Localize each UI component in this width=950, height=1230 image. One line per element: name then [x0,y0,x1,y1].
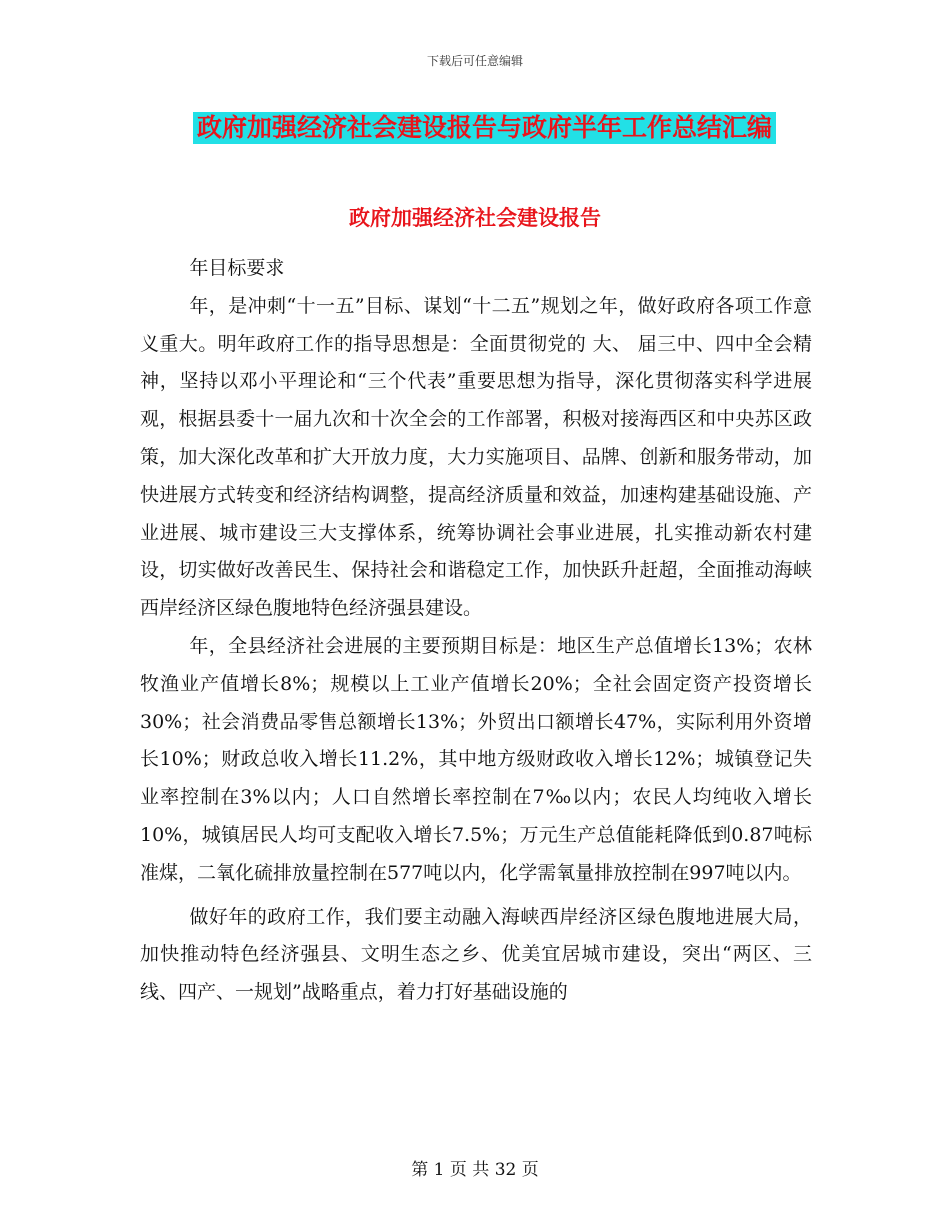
page-footer-number: 第 1 页 共 32 页 [411,1160,539,1180]
document-body [140,250,812,1012]
paragraph: 做好年的政府工作，我们要主动融入海峡西岸经济区绿色腹地进展大局，加快推动特色经济强县、文明生态之乡、优美宜居城市建设，突出“两区、三线、四产、一规划”战略重点，着力打好基础设施的 [140,905,812,1004]
paragraph-heading: 年目标要求 [189,257,285,279]
page-header-note: 下载后可任意编辑 [426,54,523,68]
paragraph: 年，全县经济社会进展的主要预期目标是：地区生产总值增长13%；农林牧渔业产值增长8%；规模以上工业产值增长20%；全社会固定资产投资增长30%；社会消费品零售总额增长13%；外贸出口额增长47%，实际利用外资增长10%；财政总收入增长11.2%，其中地方级财政收入增长12%；城镇登记失业率控制在3%以内；人口自然增长率控制在7‰以内；农民人均纯收入增长10%，城镇居民人均可支配收入增长7.5%；万元生产总值能耗降低到0.87吨标准煤，二氧化硫排放量控制在577吨以内，化学需氧量排放控制在997吨以内。 [140,634,812,884]
document-main-title: 政府加强经济社会建设报告与政府半年工作总结汇编 [193,112,776,144]
section-title: 政府加强经济社会建设报告 [349,205,601,230]
paragraph: 年，是冲刺“十一五”目标、谋划“十二五”规划之年，做好政府各项工作意义重大。明年政府工作的指导思想是：全面贯彻党的 大、 届三中、四中全会精神，坚持以邓小平理论和“三个代表”重要思想为指导，深化贯彻落实科学进展观，根据县委十一届九次和十次全会的工作部署，积极对接海西区和中央苏区政策，加大深化改革和扩大开放力度，大力实施项目、品牌、创新和服务带动，加快进展方式转变和经济结构调整，提高经济质量和效益，加速构建基础设施、产业进展、城市建设三大支撑体系，统筹协调社会事业进展，扎实推动新农村建设，切实做好改善民生、保持社会和谐稳定工作，加快跃升赶超，全面推动海峡西岸经济区绿色腹地特色经济强县建设。 [140,294,812,620]
